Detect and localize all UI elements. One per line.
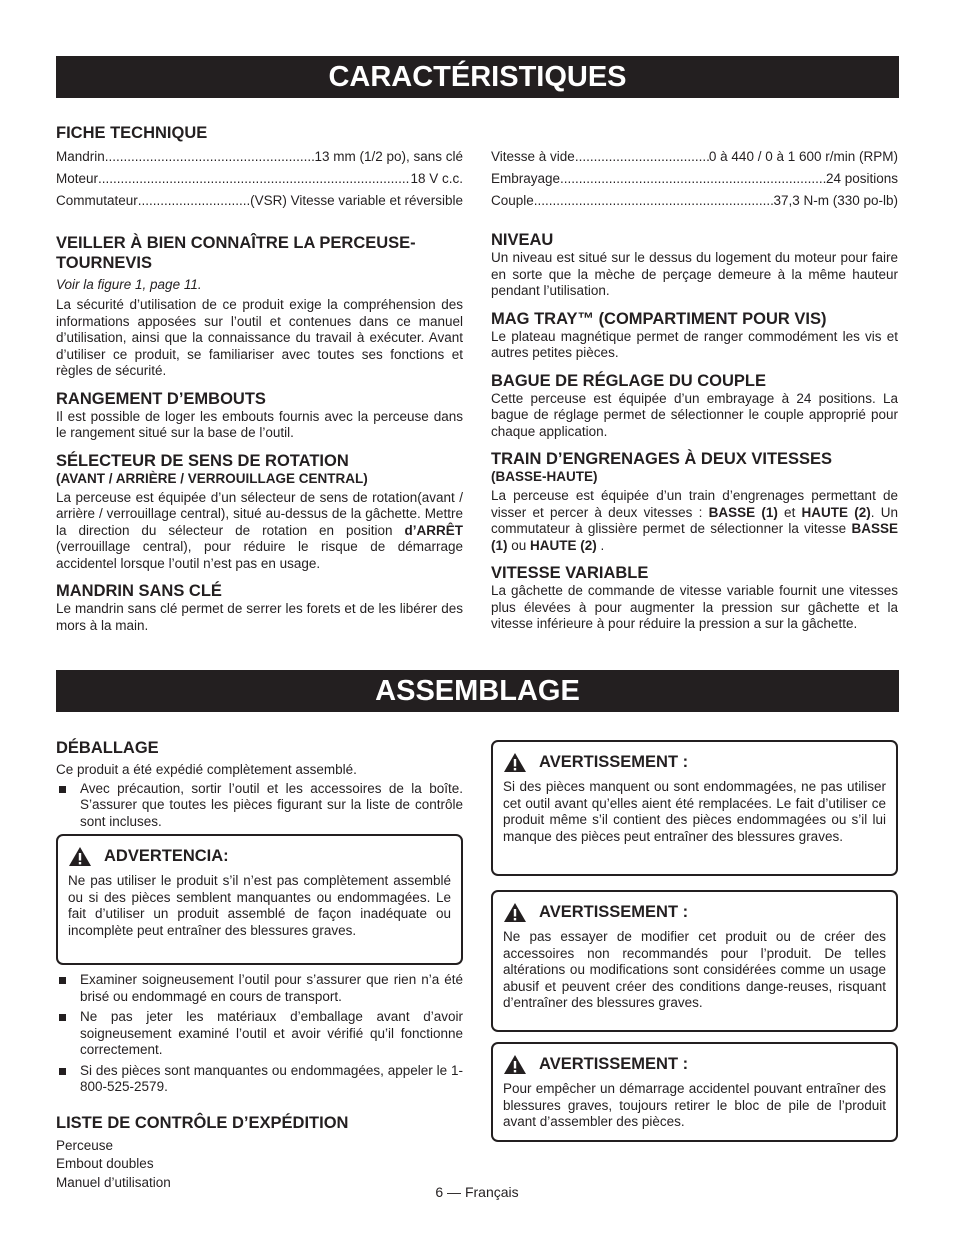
left-column-top [56,123,463,634]
left-column-bullets [56,972,463,1192]
avertissement-box-2 [491,890,898,1032]
advertencia-box [56,834,463,965]
mag-tray-title: MAG TRAY™ (COMPARTIMENT POUR VIS) [491,309,827,328]
niveau-title: NIVEAU [491,231,554,249]
selecteur-text: La perceuse est équipée d’un sélecteur de sens de rotation(avant / arrière / verrouillage central), situé au-dessus de la gâchette. Mettre la direction du sélecteur de rotation en position d’ARRÊT (verrouillage central), pour réduire le risque de démarrage accidentel lorsque l’outil n’est pas en usage. [56,489,463,571]
selecteur-title: SÉLECTEUR DE SENS DE ROTATION [56,451,349,470]
avertissement-text: Pour empêcher un démarrage accidentel pouvant entraîner des blessures graves, toujours retirer le bloc de pile de l’produit avant d’assembler des pièces. [503,1081,886,1129]
spec-list-right [491,146,898,212]
bullet-icon [59,977,66,984]
advertencia-head: ADVERTENCIA: [68,846,451,867]
page-footer: 6 — Français [435,1184,519,1200]
spec-row: Vitesse à vide ..... 0 à 440 / 0 à 1 600 r/min (RPM) [491,146,898,168]
rangement-text: Il est possible de loger les embouts fournis avec la perceuse dans le rangement situé sur la base de l’outil. [56,408,463,440]
left-column-bottom [56,738,463,830]
niveau-text: Un niveau est situé sur le dessus du logement du moteur pour faire en sorte que la mèche de perçage demeure à la même hauteur pendant l’utilisation. [491,250,898,298]
fiche-technique-title: FICHE TECHNIQUE [56,124,208,142]
vitesse-title: VITESSE VARIABLE [491,564,649,582]
caracteristiques-banner: CARACTÉRISTIQUES [56,56,899,98]
avertissement-head: AVERTISSEMENT : [503,752,886,773]
avertissement-head: AVERTISSEMENT : [503,1054,886,1075]
advertencia-text: Ne pas utiliser le produit s’il n’est pas complètement assemblé ou si des pièces semblent manquantes ou endommagées. Le fait d’utiliser un produit assemblé de façon inadéquate ou incomplète peut entraîner des blessures graves. [68,873,451,938]
train-subtitle: (BASSE-HAUTE) [491,469,598,484]
deballage-intro: Ce produit a été expédié complètement assemblé. [56,762,357,777]
spec-row: Couple ..... 37,3 N-m (330 po-lb) [491,190,898,212]
rangement-title: RANGEMENT D’EMBOUTS [56,389,266,408]
warning-triangle-icon [503,902,527,923]
warning-triangle-icon [68,846,92,867]
bullet-icon [59,1014,66,1021]
bullet-icon [59,1068,66,1075]
deballage-title: DÉBALLAGE [56,739,159,757]
avertissement-text: Ne pas essayer de modifier cet produit ou de créer des accessoires non recommandés pour l’produit. De telles altérations ou modifications sont considérées comme un usage abusif et peuvent créer des conditions dange-reuses, risquant d’entraîner des blessures graves. [503,929,886,1010]
spec-row: Commutateur ..... (VSR) Vitesse variable et réversible [56,190,463,212]
veiller-text: La sécurité d’utilisation de ce produit exige la compréhension des informations apposées sur l’outil et contenues dans ce manuel d’utilisation, ainsi que la connaissance du travail à exécuter. Avant d’utiliser ce produit, se familiariser avec toutes ses fonctions et règles de sécurité. [56,297,463,378]
avertissement-head: AVERTISSEMENT : [503,902,886,923]
veiller-title: VEILLER À BIEN CONNAÎTRE LA PERCEUSE-TOURNEVIS [56,234,416,272]
list-item: Ne pas jeter les matériaux d’emballage avant d’avoir soigneusement examiné l’outil et avoir vérifié qu’il fonctionne correctement. [56,1009,463,1059]
warning-triangle-icon [503,752,527,773]
bague-text: Cette perceuse est équipée d’un embrayage à 24 positions. La bague de réglage permet de sélectionner le couple approprié pour chaque application. [491,390,898,439]
liste-title: LISTE DE CONTRÔLE D’EXPÉDITION [56,1113,349,1132]
right-column-top [491,146,898,633]
warning-triangle-icon [503,1054,527,1075]
list-item: Avec précaution, sortir l’outil et les accessoires de la boîte. S’assurer que toutes les pièces figurant sur la liste de contrôle sont incluses. [56,781,463,831]
veiller-ref: Voir la figure 1, page 11. [56,277,202,292]
selecteur-subtitle: (AVANT / ARRIÈRE / VERROUILLAGE CENTRAL) [56,470,368,486]
bague-title: BAGUE DE RÉGLAGE DU COUPLE [491,371,767,390]
list-item: Embout doubles [56,1156,154,1171]
avertissement-box-3 [491,1042,898,1142]
bullet-icon [59,786,66,793]
avertissement-box-1 [491,740,898,876]
mandrin-title: MANDRIN SANS CLÉ [56,582,222,600]
assemblage-banner: ASSEMBLAGE [56,670,899,712]
spec-list-left [56,146,463,212]
spec-row: Moteur ..... 18 V c.c. [56,168,463,190]
list-item: Si des pièces sont manquantes ou endommagées, appeler le 1-800-525-2579. [56,1063,463,1096]
avertissement-text: Si des pièces manquent ou sont endommagées, ne pas utiliser cet outil avant qu’elles aient été remplacées. Le fait d’utiliser ce produit même s’il contient des pièces endommagées ou s’il lui manque des pièces peut entraîner des blessures graves. [503,779,886,844]
train-title: TRAIN D’ENGRENAGES À DEUX VITESSES [491,450,833,468]
list-item: Perceuse [56,1137,114,1153]
spec-row: Embrayage ..... 24 positions [491,168,898,190]
train-text: La perceuse est équipée d’un train d’engrenages permettant de visser et percer à deux vitesses : BASSE (1) et HAUTE (2). Un commutateur à glissière permet de sélectionner la vitesse BASSE (1) ou HAUTE (2) . [491,488,898,553]
mandrin-text: Le mandrin sans clé permet de serrer les forets et de les libérer des mors à la main. [56,601,463,633]
mag-tray-text: Le plateau magnétique permet de ranger commodément les vis et autres petites pièces. [491,328,898,360]
vitesse-text: La gâchette de commande de vitesse variable fournit une vitesses plus élevées à pour augmenter la pression sur gâchette et la vitesse inférieure à pour réduire la pression a sur la gâchette. [491,583,898,631]
spec-row: Mandrin ..... 13 mm (1/2 po), sans clé [56,146,463,168]
list-item: Examiner soigneusement l’outil pour s’assurer que rien n’a été brisé ou endommagé en cours de transport. [56,972,463,1005]
list-item: Manuel d’utilisation [56,1174,171,1190]
